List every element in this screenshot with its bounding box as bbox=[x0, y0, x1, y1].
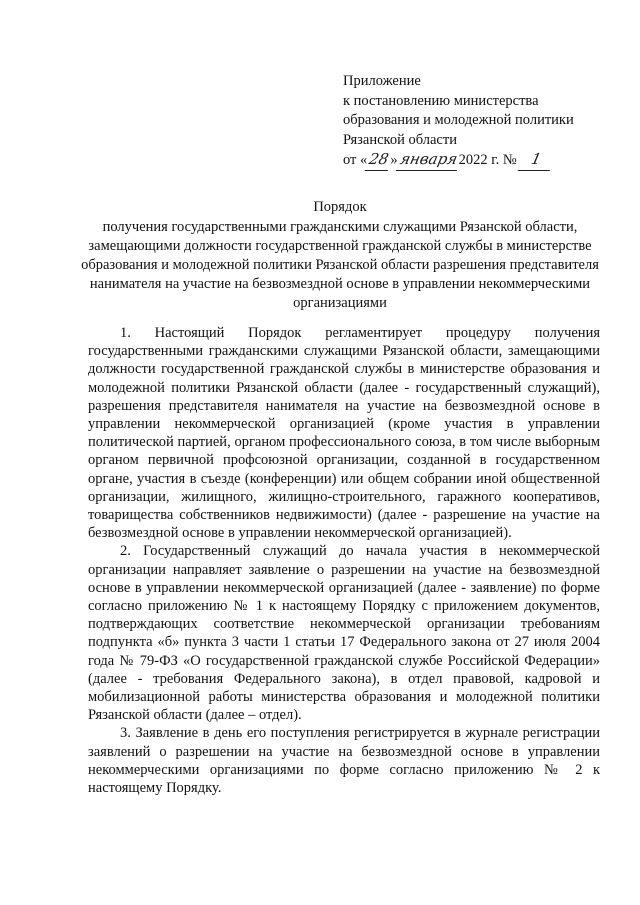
date-year: 2022 г. № bbox=[458, 152, 517, 168]
date-prefix: от « bbox=[343, 152, 368, 168]
document-body bbox=[88, 324, 600, 797]
appendix-header bbox=[343, 72, 574, 171]
date-close-quote: » bbox=[390, 152, 398, 168]
paragraph-3: 3. Заявление в день его поступления регистрируется в журнале регистрации заявлений о разрешении на участие на безвозмездной основе в управлении некоммерческими организациями по форме согласно приложению № 2 к настоящему Порядку. bbox=[88, 725, 600, 797]
paragraph-2: 2. Государственный служащий до начала участия в некоммерческой организации направляет заявление о разрешении на участие на безвозмездной основе в управлении некоммерческой организацией (далее - заявление) по форме согласно приложению № 1 к настоящему Порядку с приложением документов, подтверждающих соответствие некоммерческой организации требованиям подпункта «б» пункта 3 части 1 статьи 17 Федерального закона от 27 июля 2004 года № 79-ФЗ «О государственной гражданской службе Российской Федерации» (далее - требования Федерального закона), в отдел правовой, кадровой и мобилизационной работы министерства образования и молодежной политики Рязанской области (далее – отдел). bbox=[88, 543, 600, 724]
appendix-ministry-line: образования и молодежной политики bbox=[343, 112, 574, 128]
document-title bbox=[80, 198, 600, 313]
title-heading: Порядок bbox=[313, 199, 367, 215]
paragraph-1: 1. Настоящий Порядок регламентирует процедуру получения государственными гражданскими служащими Рязанской области, замещающими должности государственной гражданской службы в министерстве образования и молодежной политики Рязанской области (далее - государственный служащий), разрешения представителя нанимателя на участие на безвозмездной основе в управлении некоммерческой организацией (кроме участия в управлении политической партией, органом профессионального союза, в том числе выборным органом первичной профсоюзной организации, созданной в государственном органе, участия в съезде (конференции) или общем собрании иной общественной организации, жилищного, жилищно-строительного, гаражного кооперативов, товарищества собственников недвижимости) (далее - разрешение на участие на безвозмездной основе в управлении некоммерческой организацией). bbox=[88, 325, 600, 542]
appendix-ref-line: к постановлению министерства bbox=[343, 92, 539, 109]
appendix-region-line: Рязанской области bbox=[343, 131, 457, 148]
title-subtitle: получения государственными гражданскими служащими Рязанской области, замещающими должности государственной гражданской службы в министерстве образования и молодежной политики Рязанской области разрешения представителя нанимателя на участие на безвозмездной основе в управлении некоммерческими организациями bbox=[81, 219, 599, 311]
handwritten-month: января bbox=[395, 150, 460, 171]
handwritten-number: 1 bbox=[518, 150, 554, 171]
appendix-date-line bbox=[343, 150, 574, 171]
appendix-title: Приложение bbox=[343, 73, 421, 89]
handwritten-day: 28 bbox=[365, 150, 392, 171]
